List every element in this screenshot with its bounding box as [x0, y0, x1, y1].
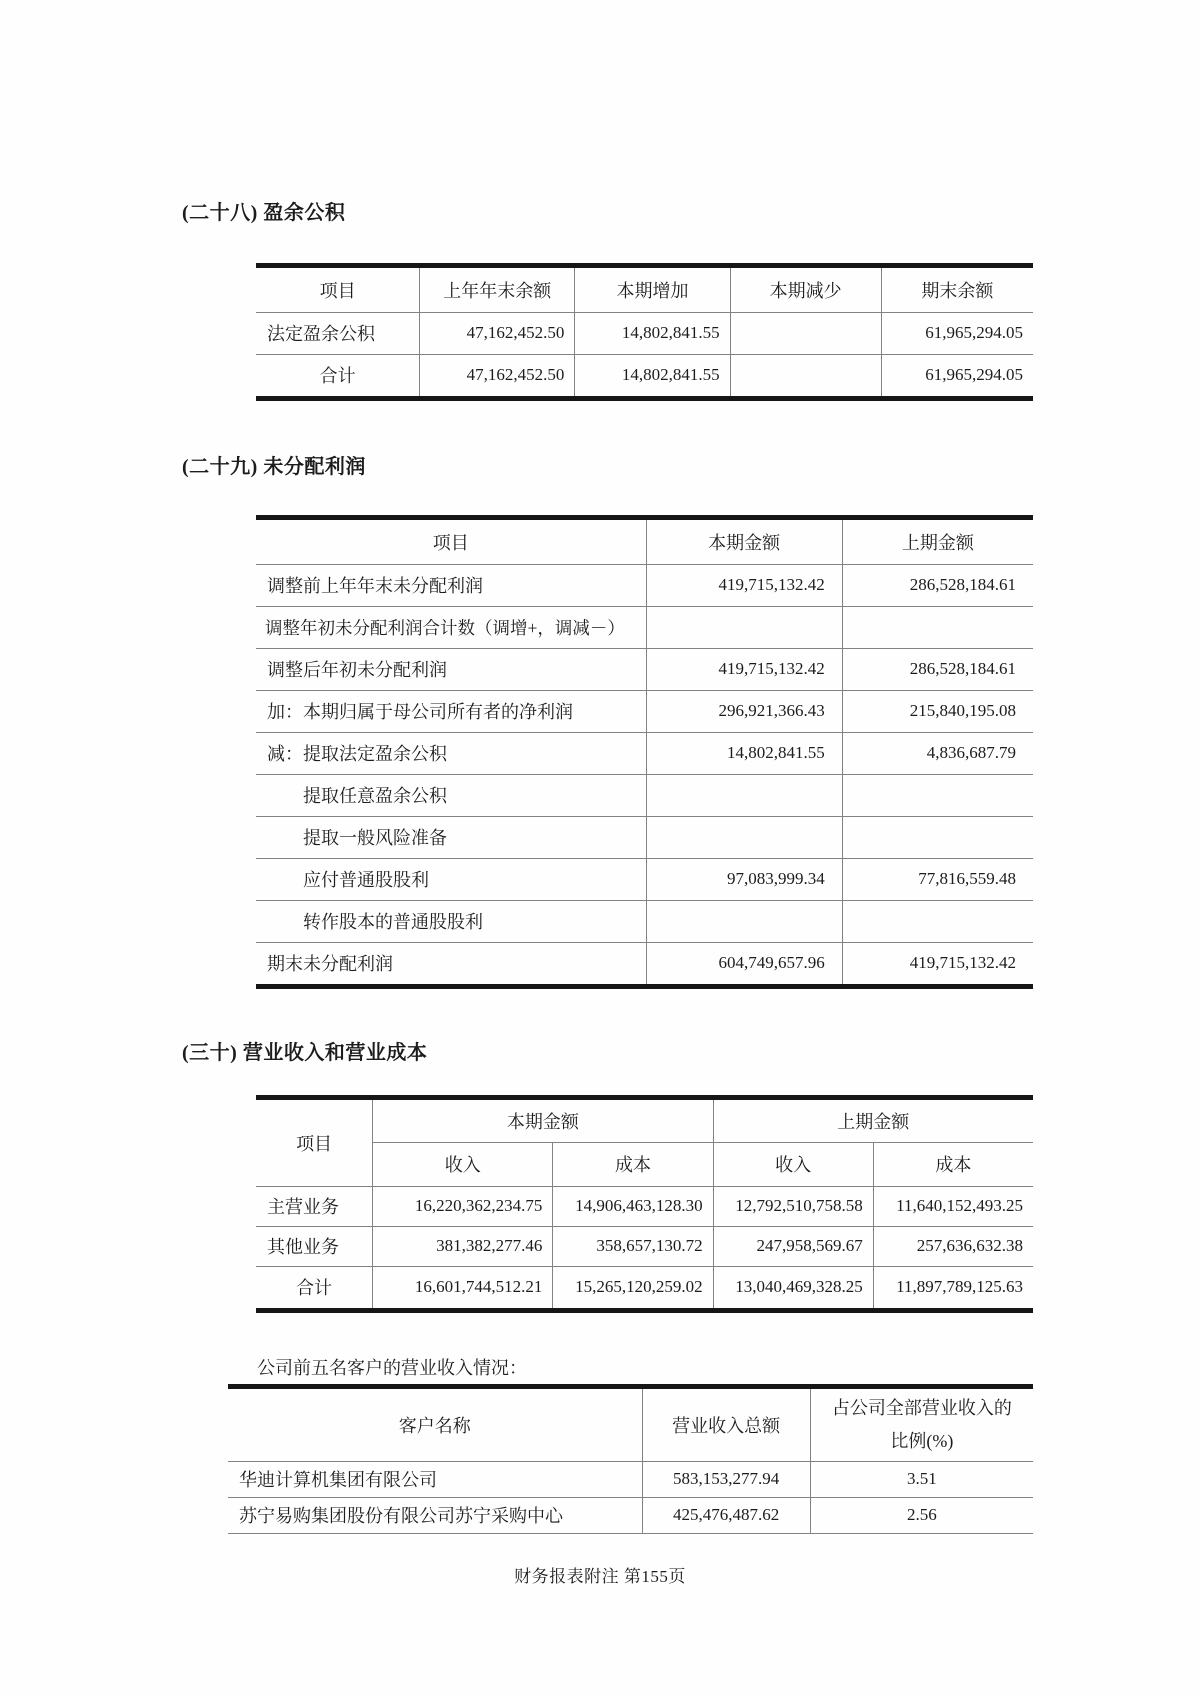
amount-cell: 16,220,362,234.75	[373, 1186, 553, 1226]
header-cell: 本期减少	[730, 268, 881, 312]
header-cell: 本期金额	[646, 520, 842, 564]
amount-cell: 16,601,744,512.21	[373, 1266, 553, 1308]
empty-cell	[842, 900, 1033, 942]
table-row	[256, 606, 1033, 648]
header-row	[256, 520, 1033, 564]
ratio-header-line1: 占公司全部营业收入的	[831, 1397, 1012, 1418]
amount-cell: 14,802,841.55	[575, 354, 730, 396]
ratio-header-line2: 比例(%)	[890, 1430, 954, 1451]
table-row	[256, 564, 1033, 606]
amount-cell: 13,040,469,328.25	[713, 1266, 873, 1308]
header-row	[256, 1100, 1033, 1142]
header-cell: 上期金额	[842, 520, 1033, 564]
header-cell: 营业收入总额	[642, 1389, 810, 1461]
empty-cell	[646, 816, 842, 858]
table-row	[256, 648, 1033, 690]
amount-cell: 583,153,277.94	[642, 1461, 810, 1497]
top-customers-intro: 公司前五名客户的营业收入情况：	[257, 1358, 527, 1378]
amount-cell: 11,640,152,493.25	[873, 1186, 1033, 1226]
amount-cell: 381,382,277.46	[373, 1226, 553, 1266]
row-label-cell: 提取任意盈余公积	[256, 774, 646, 816]
revenue-cost-table	[256, 1100, 1033, 1308]
empty-cell	[646, 606, 842, 648]
header-cell: 期末余额	[881, 268, 1033, 312]
header-cell: 成本	[873, 1142, 1033, 1186]
header-cell: 项目	[256, 268, 420, 312]
amount-cell: 604,749,657.96	[646, 942, 842, 984]
table-row	[256, 312, 1033, 354]
row-label-cell: 主营业务	[256, 1186, 373, 1226]
table-row	[256, 1226, 1033, 1266]
amount-cell: 358,657,130.72	[553, 1226, 713, 1266]
header-cell: 收入	[713, 1142, 873, 1186]
table-row	[256, 900, 1033, 942]
table-row	[256, 1186, 1033, 1226]
row-label-cell: 合计	[256, 1266, 373, 1308]
row-label-cell: 期末未分配利润	[256, 942, 646, 984]
amount-cell: 215,840,195.08	[842, 690, 1033, 732]
amount-cell: 296,921,366.43	[646, 690, 842, 732]
amount-cell: 47,162,452.50	[420, 354, 575, 396]
row-label-cell: 调整后年初未分配利润	[256, 648, 646, 690]
header-cell: 收入	[373, 1142, 553, 1186]
table-row	[256, 858, 1033, 900]
ratio-cell: 3.51	[810, 1461, 1033, 1497]
header-cell-current-period: 本期金额	[373, 1100, 713, 1142]
row-label-cell: 法定盈余公积	[256, 312, 420, 354]
table-row	[256, 1266, 1033, 1308]
amount-cell: 257,636,632.38	[873, 1226, 1033, 1266]
top-customers-table-wrap	[228, 1384, 1033, 1534]
row-label-cell: 调整年初未分配利润合计数（调增+，调减－）	[256, 606, 646, 648]
amount-cell: 14,906,463,128.30	[553, 1186, 713, 1226]
amount-cell: 11,897,789,125.63	[873, 1266, 1033, 1308]
empty-cell	[842, 774, 1033, 816]
header-row	[256, 268, 1033, 312]
empty-cell	[646, 900, 842, 942]
table-row	[256, 354, 1033, 396]
row-label-cell: 应付普通股股利	[256, 858, 646, 900]
amount-cell: 419,715,132.42	[646, 564, 842, 606]
header-row	[256, 1142, 1033, 1186]
page-footer: 财务报表附注 第155页	[514, 1567, 686, 1586]
top-customers-table	[228, 1389, 1033, 1534]
header-cell-ratio	[810, 1389, 1033, 1461]
amount-cell: 61,965,294.05	[881, 312, 1033, 354]
amount-cell: 4,836,687.79	[842, 732, 1033, 774]
customer-name-cell: 苏宁易购集团股份有限公司苏宁采购中心	[228, 1497, 642, 1533]
amount-cell: 419,715,132.42	[646, 648, 842, 690]
header-cell: 上年年末余额	[420, 268, 575, 312]
amount-cell: 61,965,294.05	[881, 354, 1033, 396]
table-row	[256, 816, 1033, 858]
amount-cell: 12,792,510,758.58	[713, 1186, 873, 1226]
header-cell: 项目	[256, 520, 646, 564]
revenue-cost-table-wrap	[256, 1095, 1033, 1313]
empty-cell	[730, 354, 881, 396]
row-label-cell: 其他业务	[256, 1226, 373, 1266]
amount-cell: 425,476,487.62	[642, 1497, 810, 1533]
table-row	[256, 774, 1033, 816]
table-row	[256, 690, 1033, 732]
amount-cell: 97,083,999.34	[646, 858, 842, 900]
amount-cell: 14,802,841.55	[646, 732, 842, 774]
table-row	[228, 1497, 1033, 1533]
header-row	[228, 1389, 1033, 1461]
row-label-cell: 减：提取法定盈余公积	[256, 732, 646, 774]
undistributed-profit-table	[256, 520, 1033, 984]
empty-cell	[646, 774, 842, 816]
header-cell: 成本	[553, 1142, 713, 1186]
row-label-cell: 转作股本的普通股股利	[256, 900, 646, 942]
header-cell: 本期增加	[575, 268, 730, 312]
row-label-cell: 调整前上年年末未分配利润	[256, 564, 646, 606]
header-cell: 项目	[256, 1100, 373, 1186]
row-label-cell: 提取一般风险准备	[256, 816, 646, 858]
row-label-cell: 合计	[256, 354, 420, 396]
header-cell-prior-period: 上期金额	[713, 1100, 1033, 1142]
customer-name-cell: 华迪计算机集团有限公司	[228, 1461, 642, 1497]
header-cell: 客户名称	[228, 1389, 642, 1461]
section-28-heading: (二十八) 盈余公积	[182, 202, 346, 224]
surplus-reserve-table	[256, 268, 1033, 396]
amount-cell: 419,715,132.42	[842, 942, 1033, 984]
row-label-cell: 加：本期归属于母公司所有者的净利润	[256, 690, 646, 732]
empty-cell	[730, 312, 881, 354]
table-row	[256, 732, 1033, 774]
section-30-heading: (三十) 营业收入和营业成本	[182, 1042, 428, 1064]
section-29-heading: (二十九) 未分配利润	[182, 456, 366, 478]
ratio-cell: 2.56	[810, 1497, 1033, 1533]
amount-cell: 77,816,559.48	[842, 858, 1033, 900]
amount-cell: 286,528,184.61	[842, 648, 1033, 690]
table-row	[256, 942, 1033, 984]
amount-cell: 247,958,569.67	[713, 1226, 873, 1266]
empty-cell	[842, 816, 1033, 858]
amount-cell: 47,162,452.50	[420, 312, 575, 354]
undistributed-profit-table-wrap	[256, 515, 1033, 989]
amount-cell: 286,528,184.61	[842, 564, 1033, 606]
surplus-reserve-table-wrap	[256, 263, 1033, 401]
table-row	[228, 1461, 1033, 1497]
amount-cell: 15,265,120,259.02	[553, 1266, 713, 1308]
amount-cell: 14,802,841.55	[575, 312, 730, 354]
empty-cell	[842, 606, 1033, 648]
